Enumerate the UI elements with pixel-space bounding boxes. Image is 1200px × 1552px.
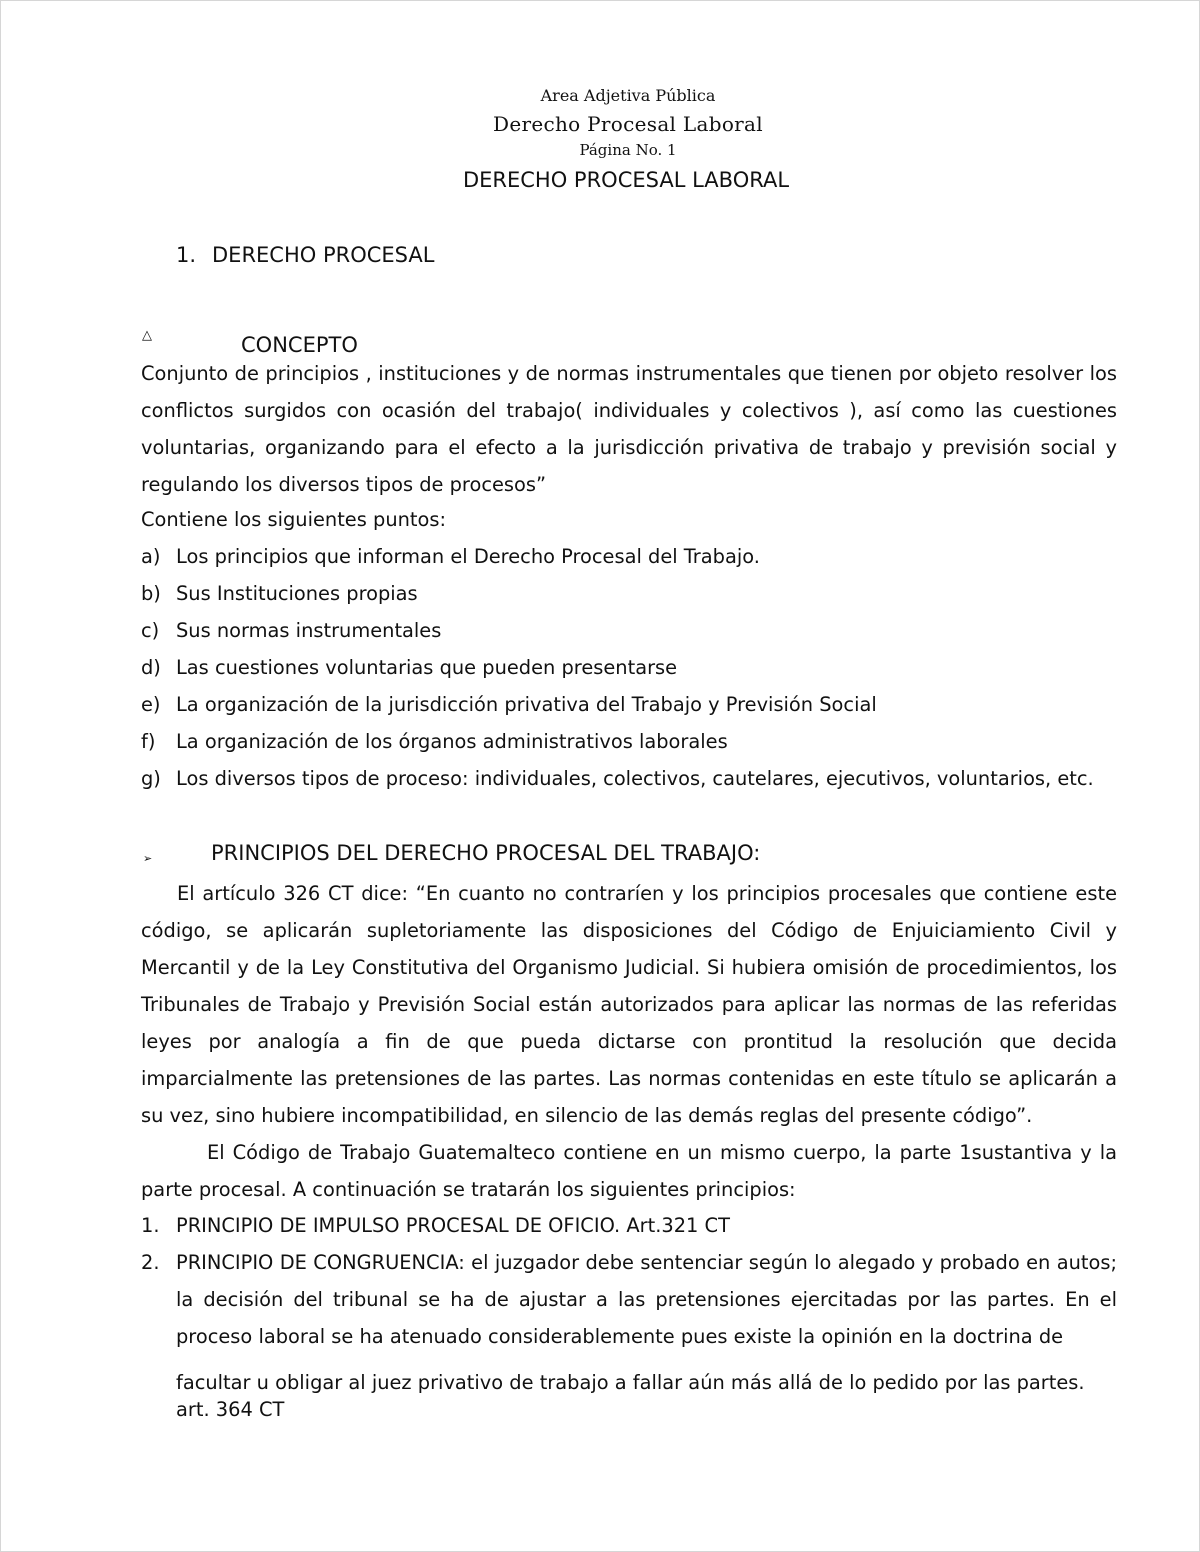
concepto-intro: Contiene los siguientes puntos: (141, 508, 446, 531)
header-area: Area Adjetiva Pública (540, 86, 716, 105)
section-number: 1. (176, 243, 197, 267)
numbered-item-2-text: PRINCIPIO DE CONGRUENCIA: el juzgador debe sentenciar según lo alegado y probado en autos; la decisión del tribunal se ha de ajustar a las pretensiones ejercitadas por las partes. En el proceso laboral se ha atenuado considerablemente pues existe la opinión en la doctrina de (176, 1251, 1117, 1348)
principios-paragraph-1: El artículo 326 CT dice: “En cuanto no contraríen y los principios procesales que contiene este código, se aplicarán supletoriamente las disposiciones del Código de Enjuiciamiento Civil y Mercantil y de la Ley Constitutiva del Organismo Judicial. Si hubiera omisión de procedimientos, los Tribunales de Trabajo y Previsión Social están autorizados para aplicar las normas de las referidas leyes por analogía a fin de que pueda dictarse con prontitud la resolución que decida imparcialmente las pretensiones de las partes. Las normas contenidas en este título se aplicarán a su vez, sino hubiere incompatibilidad, en silencio de las demás reglas del presente código”. (141, 882, 1117, 1127)
header-page-number: Página No. 1 (579, 141, 677, 159)
list-item: d) Las cuestiones voluntarias que pueden presentarse (141, 656, 678, 679)
list-item: f) La organización de los órganos administrativos laborales (141, 730, 728, 753)
concepto-paragraph: Conjunto de principios , instituciones y de normas instrumentales que tienen por objeto resolver los conflictos surgidos con ocasión del trabajo( individuales y colectivos ), así como las cuestiones voluntarias, organizando para el efecto a la jurisdicción privativa de trabajo y previsión social y regulando los diversos tipos de procesos” (141, 362, 1117, 496)
list-item: a) Los principios que informan el Derecho Procesal del Trabajo. (141, 545, 760, 568)
concepto-heading: CONCEPTO (241, 333, 358, 357)
numbered-item-1-text: PRINCIPIO DE IMPULSO PROCESAL DE OFICIO. Art.321 CT (176, 1214, 730, 1237)
section-title: DERECHO PROCESAL (212, 243, 435, 267)
list-item: c) Sus normas instrumentales (141, 619, 442, 642)
numbered-item-2-mark: 2. (141, 1251, 160, 1274)
principios-paragraph-2: El Código de Trabajo Guatemalteco contiene en un mismo cuerpo, la parte 1sustantiva y la parte procesal. A continuación se tratarán los siguientes principios: (141, 1141, 1117, 1201)
numbered-item-2-continuation: facultar u obligar al juez privativo de trabajo a fallar aún más allá de lo pedido por las partes. (176, 1371, 1085, 1394)
section-heading (176, 243, 434, 267)
list-item: e) La organización de la jurisdicción privativa del Trabajo y Previsión Social (141, 693, 877, 716)
arrow-bullet-icon: ➢ (143, 852, 153, 865)
principios-heading: PRINCIPIOS DEL DERECHO PROCESAL DEL TRABAJO: (211, 841, 761, 865)
list-item: g) Los diversos tipos de proceso: individuales, colectivos, cautelares, ejecutivos, voluntarios, etc. (141, 767, 1094, 790)
triangle-bullet-icon: △ (142, 328, 152, 343)
article-reference: art. 364 CT (176, 1398, 285, 1421)
document-title: DERECHO PROCESAL LABORAL (462, 168, 790, 192)
numbered-item-1-mark: 1. (141, 1214, 160, 1237)
list-item: b) Sus Instituciones propias (141, 582, 418, 605)
header-subject: Derecho Procesal Laboral (493, 112, 763, 136)
